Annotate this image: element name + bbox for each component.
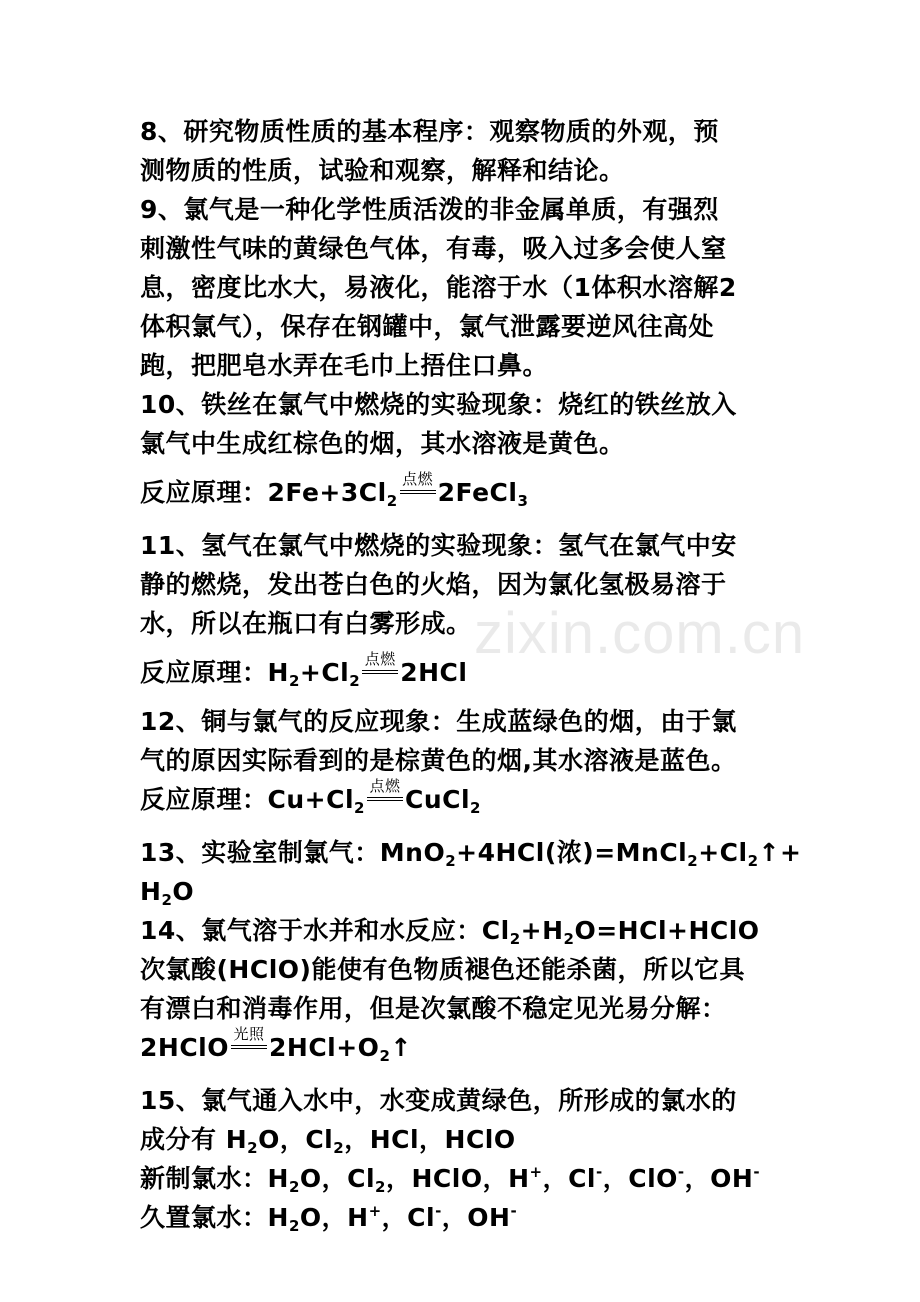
document-page bbox=[140, 112, 802, 1237]
text-line: 静的燃烧，发出苍白色的火焰，因为氯化氢极易溶于 bbox=[140, 570, 727, 599]
text-line-water: $H_2O$ bbox=[140, 877, 195, 909]
gas-arrow-icon: ↑ bbox=[758, 838, 780, 867]
reaction-label: 反应原理： bbox=[140, 478, 268, 507]
text-line: 15、氯气通入水中，水变成黄绿色，所形成的氯水的 bbox=[140, 1086, 737, 1115]
reaction-equation-copper: 反应原理：$Cu+Cl_2$ 点燃 CuCl$_2$ bbox=[140, 777, 481, 817]
text-line: 刺激性气味的黄绿色气体，有毒，吸入过多会使人窒 bbox=[140, 234, 727, 263]
text-line: 息，密度比水大，易液化，能溶于水（1体积水溶解2 bbox=[140, 273, 737, 302]
reaction-equation-hydrogen: 反应原理：$H_2+Cl_2$ 点燃 2HCl bbox=[140, 650, 468, 690]
text-line: 氯气中生成红棕色的烟，其水溶液是黄色。 bbox=[140, 429, 625, 458]
text-line: 测物质的性质，试验和观察，解释和结论。 bbox=[140, 156, 625, 185]
text-line: 11、氢气在氯气中燃烧的实验现象：氢气在氯气中安 bbox=[140, 531, 737, 560]
reaction-label: 反应原理： bbox=[140, 658, 268, 687]
text-line-components: 成分有 $H_2O$，$Cl_2$，HCl，HClO bbox=[140, 1125, 516, 1157]
text-line: 水，所以在瓶口有白雾形成。 bbox=[140, 609, 472, 638]
watermark: zixin.com.cn bbox=[474, 601, 806, 666]
reaction-label: 反应原理： bbox=[140, 785, 268, 814]
text-line-chlorine-water-reaction: 14、氯气溶于水并和水反应：$Cl_2+H_2O=HCl+HClO$ bbox=[140, 916, 760, 948]
text-line: 12、铜与氯气的反应现象：生成蓝绿色的烟，由于氯 bbox=[140, 707, 737, 736]
gas-arrow-icon: ↑ bbox=[390, 1033, 412, 1062]
text-line: 9、氯气是一种化学性质活泼的非金属单质，有强烈 bbox=[140, 195, 719, 224]
condition-light: 光照 bbox=[230, 1036, 268, 1060]
text-line: 有漂白和消毒作用，但是次氯酸不稳定见光易分解： bbox=[140, 994, 727, 1023]
text-line: 跑，把肥皂水弄在毛巾上捂住口鼻。 bbox=[140, 351, 549, 380]
text-line-lab-chlorine: 13、实验室制氯气：MnO$_2$+4HCl(浓)$=MnCl_2+Cl_2↑+$ bbox=[140, 838, 802, 870]
text-line-aged-chlorine-water: 久置氯水：$H_2O$，H+，Cl-，OH- bbox=[140, 1202, 518, 1235]
reaction-equation-iron: 反应原理：$2Fe+3Cl_2$ 点燃 2FeCl$_3$ bbox=[140, 470, 529, 510]
reaction-equation-hclo: 2HClO 光照 $2HCl+O_2↑$ bbox=[140, 1025, 412, 1065]
condition-ignite: 点燃 bbox=[361, 661, 399, 685]
condition-ignite: 点燃 bbox=[366, 788, 404, 812]
text-line: 10、铁丝在氯气中燃烧的实验现象：烧红的铁丝放入 bbox=[140, 390, 737, 419]
text-line: 次氯酸(HClO)能使有色物质褪色还能杀菌，所以它具 bbox=[140, 955, 745, 984]
text-line-fresh-chlorine-water: 新制氯水：$H_2O$，$Cl_2$，HClO，H+，Cl-，ClO-，OH- bbox=[140, 1163, 761, 1196]
condition-ignite: 点燃 bbox=[399, 481, 437, 505]
text-line: 体积氯气），保存在钢罐中，氯气泄露要逆风往高处 bbox=[140, 312, 715, 341]
text-line: 气的原因实际看到的是棕黄色的烟,其水溶液是蓝色。 bbox=[140, 746, 737, 775]
text-line: 8、研究物质性质的基本程序：观察物质的外观，预 bbox=[140, 117, 719, 146]
